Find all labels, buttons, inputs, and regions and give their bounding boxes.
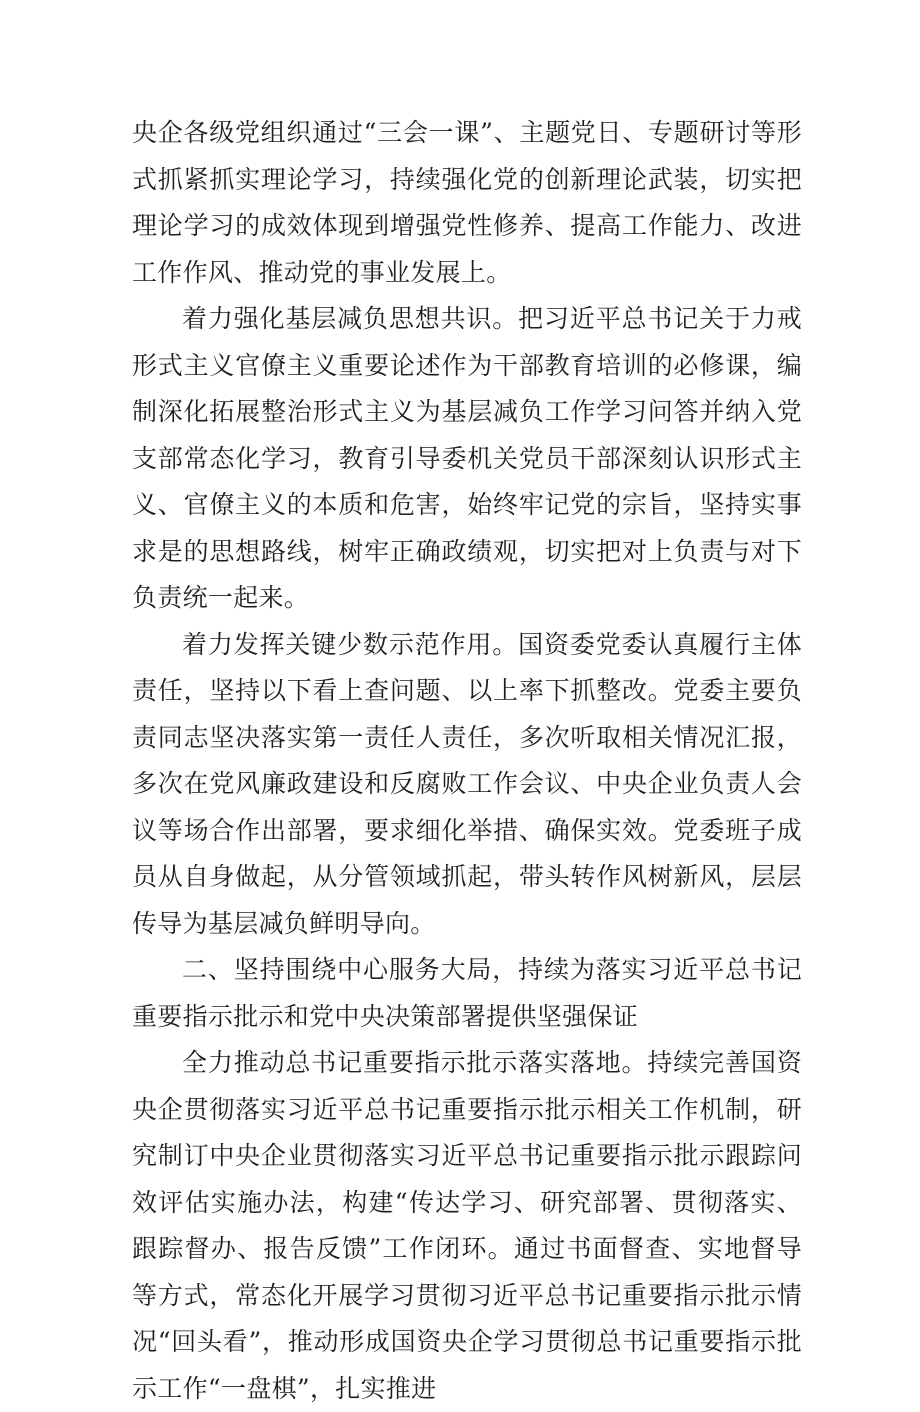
paragraph-4: 全力推动总书记重要指示批示落实落地。持续完善国资央企贯彻落实习近平总书记重要指示批示相关工作机制，研究制订中央企业贯彻落实习近平总书记重要指示批示跟踪问效评估实施办法，构建“传达学习、研究部署、贯彻落实、跟踪督办、报告反馈”工作闭环。通过书面督查、实地督导等方式，常态化开展学习贯彻习近平总书记重要指示批示情况“回头看”，推动形成国资央企学习贯彻总书记重要指示批示工作“一盘棋”，扎实推进 (132, 1048, 802, 1403)
paragraph-3: 着力发挥关键少数示范作用。国资委党委认真履行主体责任，坚持以下看上查问题、以上率下抓整改。党委主要负责同志坚决落实第一责任人责任，多次听取相关情况汇报，多次在党风廉政建设和反腐败工作会议、中央企业负责人会议等场合作出部署，要求细化举措、确保实效。党委班子成员从自身做起，从分管领域抓起，带头转作风树新风，层层传导为基层减负鲜明导向。 (132, 629, 802, 938)
paragraph-2: 着力强化基层减负思想共识。把习近平总书记关于力戒形式主义官僚主义重要论述作为干部教育培训的必修课，编制深化拓展整治形式主义为基层减负工作学习问答并纳入党支部常态化学习，教育引导委机关党员干部深刻认识形式主义、官僚主义的本质和危害，始终牢记党的宗旨，坚持实事求是的思想路线，树牢正确政绩观，切实把对上负责与对下负责统一起来。 (132, 304, 802, 612)
paragraph-1: 央企各级党组织通过“三会一课”、主题党日、专题研讨等形式抓紧抓实理论学习，持续强化党的创新理论武装，切实把理论学习的成效体现到增强党性修养、提高工作能力、改进工作作风、推动党的事业发展上。 (132, 118, 802, 287)
document-body (132, 110, 802, 1412)
section-heading: 二、坚持围绕中心服务大局，持续为落实习近平总书记重要指示批示和党中央决策部署提供坚强保证 (132, 955, 802, 1031)
